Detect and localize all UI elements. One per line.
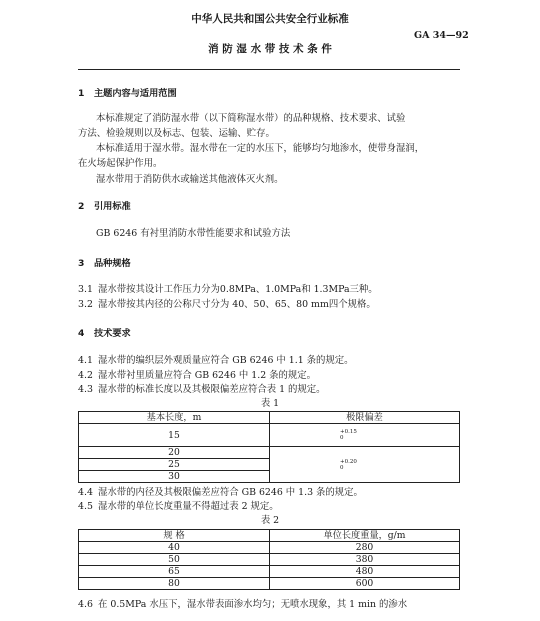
clause-text: 在 0.5MPa 水压下，湿水带表面渗水均匀；无喷水现象，其 1 min 的渗水 — [98, 599, 408, 610]
clause-3-2 — [78, 299, 376, 310]
standard-code: GA 34—92 — [414, 30, 469, 41]
table-row — [79, 578, 460, 590]
section-4-heading — [78, 328, 131, 339]
clause-4-1 — [78, 355, 354, 366]
paragraph-line: 方法、检验规则以及标志、包装、运输、贮存。 — [78, 128, 275, 139]
clause-number: 4.2 — [78, 370, 93, 381]
table-row — [79, 566, 460, 578]
section-1-heading — [78, 88, 177, 99]
issuer-title: 中华人民共和国公共安全行业标准 — [191, 13, 349, 25]
clause-4-3 — [78, 384, 326, 395]
table-cell: 20 — [79, 447, 270, 459]
table-cell: 15 — [79, 424, 270, 447]
clause-number: 4.6 — [78, 599, 93, 610]
table-cell: 25 — [79, 459, 270, 471]
clause-text: 湿水带的编织层外观质量应符合 GB 6246 中 1.1 条的规定。 — [98, 355, 354, 366]
table-cell: 65 — [79, 566, 270, 578]
table-2-caption: 表 2 — [260, 515, 280, 526]
table-1 — [78, 411, 460, 483]
section-number: 4 — [78, 328, 85, 339]
section-title: 引用标准 — [94, 201, 131, 212]
table-2 — [78, 529, 460, 590]
table-cell: 280 — [270, 542, 460, 554]
clause-number: 3.1 — [78, 284, 93, 295]
upper-deviation: +0.20 — [340, 458, 357, 465]
reference-line: GB 6246 有衬里消防水带性能要求和试验方法 — [96, 228, 291, 239]
document-title: 消 防 湿 水 带 技 术 条 件 — [208, 43, 332, 55]
paragraph-line: 在火场起保护作用。 — [78, 158, 163, 169]
table-cell: 600 — [270, 578, 460, 590]
clause-number: 4.4 — [78, 487, 93, 498]
section-3-heading — [78, 258, 131, 269]
clause-text: 湿水带的内径及其极限偏差应符合 GB 6246 中 1.3 条的规定。 — [98, 487, 363, 498]
clause-text: 湿水带按其内径的公称尺寸分为 40、50、65、80 mm四个规格。 — [98, 299, 376, 310]
table-header: 规 格 — [79, 530, 270, 542]
table-row — [79, 542, 460, 554]
clause-4-2 — [78, 370, 316, 381]
clause-text: 湿水带衬里质量应符合 GB 6246 中 1.2 条的规定。 — [98, 370, 317, 381]
clause-4-6 — [78, 599, 407, 610]
clause-text: 湿水带的标准长度以及其极限偏差应符合表 1 的规定。 — [98, 384, 326, 395]
section-title: 品种规格 — [94, 258, 131, 269]
clause-number: 4.3 — [78, 384, 93, 395]
table-1-caption: 表 1 — [260, 398, 280, 409]
upper-deviation: +0.15 — [340, 429, 357, 436]
header-rule — [78, 69, 460, 70]
table-header: 单位长度重量，g/m — [270, 530, 460, 542]
table-cell: 50 — [79, 554, 270, 566]
section-2-heading — [78, 201, 131, 212]
section-title: 技术要求 — [94, 328, 131, 339]
clause-4-4 — [78, 487, 363, 498]
section-title: 主题内容与适用范围 — [94, 88, 177, 99]
clause-number: 4.5 — [78, 501, 93, 512]
table-cell: 30 — [79, 471, 270, 483]
section-number: 2 — [78, 201, 85, 212]
clause-4-5 — [78, 501, 279, 512]
deviation-cell — [270, 447, 460, 483]
clause-number: 4.1 — [78, 355, 93, 366]
paragraph-line: 本标准适用于湿水带。湿水带在一定的水压下，能够均匀地渗水，使带身湿润， — [96, 143, 425, 154]
section-number: 3 — [78, 258, 85, 269]
table-row — [79, 554, 460, 566]
clause-3-1 — [78, 284, 378, 295]
paragraph-line: 湿水带用于消防供水或输送其他液体灭火剂。 — [96, 174, 284, 185]
table-cell: 480 — [270, 566, 460, 578]
table-header: 基本长度，m — [79, 412, 270, 424]
lower-deviation: 0 — [340, 435, 344, 442]
table-header: 极限偏差 — [270, 412, 460, 424]
paragraph-line: 本标准规定了消防湿水带（以下简称湿水带）的品种规格、技术要求、试验 — [96, 113, 406, 124]
clause-text: 湿水带按其设计工作压力分为0.8MPa、1.0MPa和 1.3MPa三种。 — [98, 284, 378, 295]
table-cell: 80 — [79, 578, 270, 590]
clause-text: 湿水带的单位长度重量不得超过表 2 规定。 — [98, 501, 279, 512]
lower-deviation: 0 — [340, 464, 344, 471]
table-cell: 40 — [79, 542, 270, 554]
section-number: 1 — [78, 88, 85, 99]
clause-number: 3.2 — [78, 299, 93, 310]
deviation-cell — [270, 424, 460, 447]
table-cell: 380 — [270, 554, 460, 566]
